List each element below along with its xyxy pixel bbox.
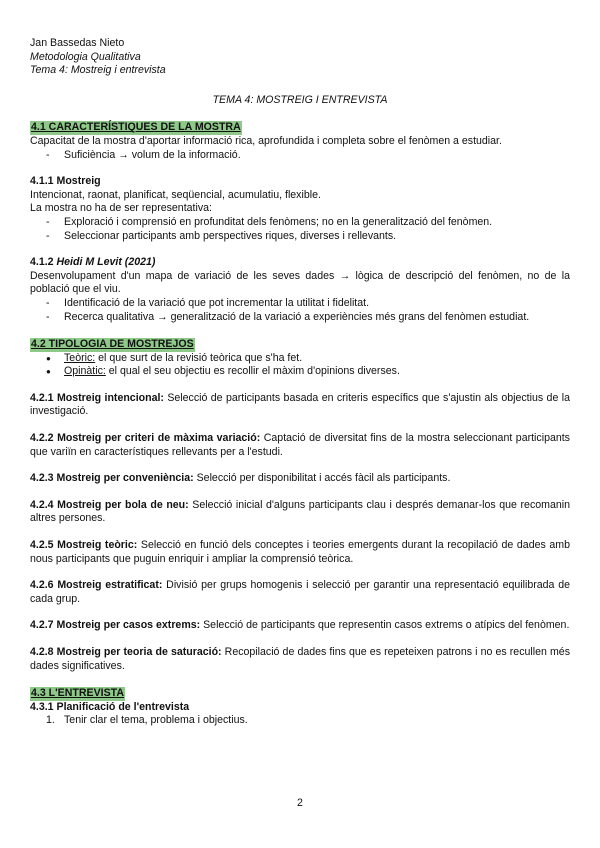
list-term: Opinàtic: [64,365,106,378]
section-heading-4-3-1: 4.3.1 Planificació de l'entrevista [30,700,190,713]
type-text: Captació de diversitat fins de la mostra seleccionant participants que variïn en característiques rellevants per a l'estudi. [30,432,570,458]
list-term: Teòric: [64,351,96,364]
author-name: Jan Bassedas Nieto [30,37,125,49]
type-term: 4.2.2 Mostreig per criteri de màxima variació: [30,432,261,445]
type-text: Divisió per grups homogenis i selecció per garantir una representació equilibrada de cada grup. [30,579,570,605]
course-name: Metodologia Qualitativa [30,50,141,63]
list-item: - Identificació de la variació que pot incrementar la utilitat i fidelitat. [46,297,570,311]
page-title: TEMA 4: MOSTREIG I ENTREVISTA [212,93,388,106]
list-item [46,714,570,728]
sampling-type-4-2-3 [30,472,570,486]
section-heading-4-3: 4.3 L'ENTREVISTA [31,687,124,700]
list-number: 1. [46,714,55,727]
type-term: 4.2.3 Mostreig per conveniència: [30,472,194,485]
section-4-1-1-list [30,216,570,243]
section-4-1-2-intro: Desenvolupament d'un mapa de variació de les seves dades → lògica de descripció del fenòmen, no de la població que el viu. [30,269,570,296]
document-header [30,37,570,78]
sampling-type-4-2-8 [30,646,570,673]
type-term: 4.2.1 Mostreig intencional: [30,391,164,404]
list-item: - Seleccionar participants amb perspectives riques, diverses i rellevants. [46,230,570,244]
section-4-3-1-list [30,714,570,728]
list-text: el que surt de la revisió teòrica que s'ha fet. [95,351,303,364]
type-term: 4.2.5 Mostreig teòric: [30,539,138,552]
sampling-type-4-2-4 [30,499,570,526]
heading-number: 4.1.2 [30,256,57,269]
list-text: el qual el seu objectiu es recollir el màxim d'opinions diverses. [105,365,400,378]
sampling-type-4-2-5 [30,539,570,566]
sampling-type-4-2-1 [30,392,570,419]
section-4-1-intro: Capacitat de la mostra d'aportar informació rica, aprofundida i completa sobre el fenòmen a estudiar. [30,134,502,147]
list-item: - Exploració i comprensió en profunditat dels fenòmens; no en la generalització del fenòmen. [46,216,570,230]
topic-name: Tema 4: Mostreig i entrevista [30,64,166,77]
section-4-1-2-list [30,297,570,324]
sampling-type-4-2-2 [30,432,570,459]
type-text: Selecció inicial d'alguns participants clau i després demanar-los que recomanin altres persones. [30,498,570,525]
sampling-type-4-2-7 [30,619,570,633]
section-heading-4-1: 4.1 CARACTERÍSTIQUES DE LA MOSTRA [31,121,241,134]
type-term: 4.2.8 Mostreig per teoria de saturació: [30,646,222,658]
type-text: Recopilació de dades fins que es repeteixen patrons i no es recullen més dades significatives. [30,646,570,672]
sampling-type-4-2-6 [30,579,570,606]
section-4-2-list [30,352,570,379]
list-item [46,352,570,366]
type-term: 4.2.6 Mostreig estratificat: [30,579,163,592]
document-page [30,37,570,728]
type-text: Selecció en funció dels conceptes i teories emergents durant la recopilació de dades amb nous participants que puguin enriquir i ampliar la comprensió teòrica. [30,539,570,565]
type-text: Selecció per disponibilitat i accés fàcil als participants. [193,472,451,485]
list-item: - Suficiència → volum de la informació. [46,149,570,163]
section-heading-4-2: 4.2 TIPOLOGIA DE MOSTREJOS [31,338,194,351]
list-text: Tenir clar el tema, problema i objectius. [64,714,248,727]
list-item [46,365,570,379]
section-4-1-1-line2: La mostra no ha de ser representativa: [30,202,212,215]
type-term: 4.2.4 Mostreig per bola de neu: [30,498,189,511]
section-heading-4-1-1: 4.1.1 Mostreig [30,175,101,188]
type-text: Selecció de participants basada en criteris específics que s'ajustin als objectius de la investigació. [30,391,570,418]
page-number: 2 [297,797,303,809]
section-4-1-1-line1: Intencionat, raonat, planificat, seqüencial, acumulatiu, flexible. [30,188,321,201]
list-item: - Recerca qualitativa → generalització de la variació a experiències més grans del fenòmen estudiat. [46,311,570,325]
section-heading-4-1-2 [30,256,570,270]
heading-reference: Heidi M Levit (2021) [56,256,156,269]
section-4-1-list [30,149,570,163]
type-term: 4.2.7 Mostreig per casos extrems: [30,619,201,632]
type-text: Selecció de participants que representin casos extrems o atípics del fenòmen. [200,619,570,632]
